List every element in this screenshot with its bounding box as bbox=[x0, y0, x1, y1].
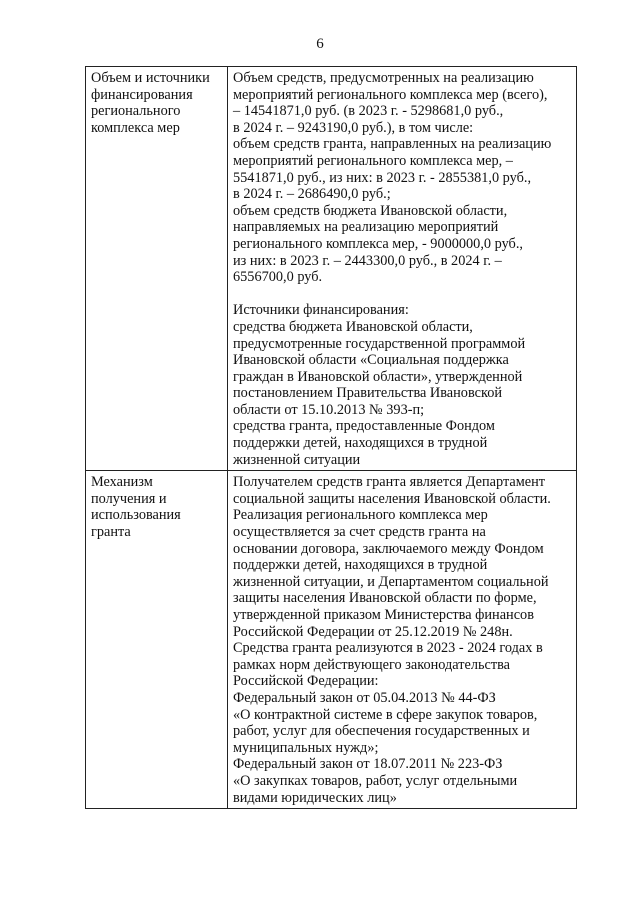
content-line: муниципальных нужд»; bbox=[233, 739, 379, 756]
content-line: защиты населения Ивановской области по форме, bbox=[233, 590, 537, 607]
content-line: в 2024 г. – 2686490,0 руб.; bbox=[233, 186, 391, 203]
content-line: жизненной ситуации, и Департаментом социальной bbox=[233, 573, 549, 590]
content-line: объем средств бюджета Ивановской области, bbox=[233, 202, 508, 219]
content-line: осуществляется за счет средств гранта на bbox=[233, 524, 486, 541]
content-line: предусмотренные государственной программой bbox=[233, 335, 526, 352]
row-label-cell bbox=[86, 67, 228, 471]
content-line: Федеральный закон от 18.07.2011 № 223-ФЗ bbox=[233, 756, 503, 773]
content-line: средства бюджета Ивановской области, bbox=[233, 318, 473, 335]
content-line: поддержки детей, находящихся в трудной bbox=[233, 557, 488, 574]
label-line: Объем и источники bbox=[91, 70, 210, 86]
content-line: граждан в Ивановской области», утвержденной bbox=[233, 368, 523, 385]
content-line: жизненной ситуации bbox=[233, 451, 361, 468]
content-line: 6556700,0 руб. bbox=[233, 269, 323, 286]
content-line: Средства гранта реализуются в 2023 - 2024 годах в bbox=[233, 640, 543, 657]
content-line: работ, услуг для обеспечения государственных и bbox=[233, 723, 530, 740]
label-line: гранта bbox=[91, 524, 131, 541]
label-line: Механизм bbox=[91, 474, 153, 491]
content-line: видами юридических лиц» bbox=[233, 789, 397, 806]
content-line: из них: в 2023 г. – 2443300,0 руб., в 2024 г. – bbox=[233, 252, 502, 269]
content-line: Российской Федерации: bbox=[233, 673, 379, 690]
content-line: Реализация регионального комплекса мер bbox=[233, 507, 488, 524]
content-line: направляемых на реализацию мероприятий bbox=[233, 219, 499, 236]
row-content-cell bbox=[228, 471, 577, 809]
table-row-financing bbox=[86, 67, 577, 471]
label-line: комплекса мер bbox=[91, 119, 180, 136]
paragraph-spacer bbox=[233, 286, 572, 303]
label-line: регионального bbox=[91, 103, 181, 120]
content-line: рамках норм действующего законодательства bbox=[233, 656, 510, 673]
content-line: Получателем средств гранта является Департамент bbox=[233, 474, 546, 491]
content-line: основании договора, заключаемого между Фондом bbox=[233, 540, 544, 557]
content-line: Ивановской области «Социальная поддержка bbox=[233, 352, 509, 369]
content-line: Российской Федерации от 25.12.2019 № 248н. bbox=[233, 623, 513, 640]
content-line: 5541871,0 руб., из них: в 2023 г. - 2855381,0 руб., bbox=[233, 169, 532, 186]
content-line: мероприятий регионального комплекса мер, – bbox=[233, 152, 513, 169]
row-label-cell bbox=[86, 471, 228, 809]
row-content-cell bbox=[228, 67, 577, 471]
content-line: регионального комплекса мер, - 9000000,0 руб., bbox=[233, 235, 523, 252]
content-line: постановлением Правительства Ивановской bbox=[233, 385, 502, 402]
content-line: – 14541871,0 руб. (в 2023 г. - 5298681,0 руб., bbox=[233, 103, 504, 120]
content-line: средства гранта, предоставленные Фондом bbox=[233, 418, 495, 435]
content-line: объем средств гранта, направленных на реализацию bbox=[233, 136, 552, 153]
content-line: Источники финансирования: bbox=[233, 302, 409, 319]
content-line: области от 15.10.2013 № 393-п; bbox=[233, 401, 425, 418]
content-line: мероприятий регионального комплекса мер (всего), bbox=[233, 86, 548, 103]
label-line: использования bbox=[91, 507, 181, 524]
page-number: 6 bbox=[316, 36, 324, 52]
label-line: финансирования bbox=[91, 86, 193, 103]
content-line: Федеральный закон от 05.04.2013 № 44-ФЗ bbox=[233, 689, 496, 706]
content-line: утвержденной приказом Министерства финансов bbox=[233, 607, 534, 623]
content-line: в 2024 г. – 9243190,0 руб.), в том числе: bbox=[233, 119, 474, 136]
content-line: «О контрактной системе в сфере закупок товаров, bbox=[233, 706, 538, 723]
content-line: поддержки детей, находящихся в трудной bbox=[233, 435, 488, 452]
content-line: Объем средств, предусмотренных на реализацию bbox=[233, 70, 534, 86]
passport-table bbox=[85, 66, 577, 809]
table-row-mechanism bbox=[86, 471, 577, 809]
content-line: социальной защиты населения Ивановской области. bbox=[233, 490, 551, 507]
label-line: получения и bbox=[91, 490, 167, 507]
content-line: «О закупках товаров, работ, услуг отдельными bbox=[233, 772, 518, 789]
